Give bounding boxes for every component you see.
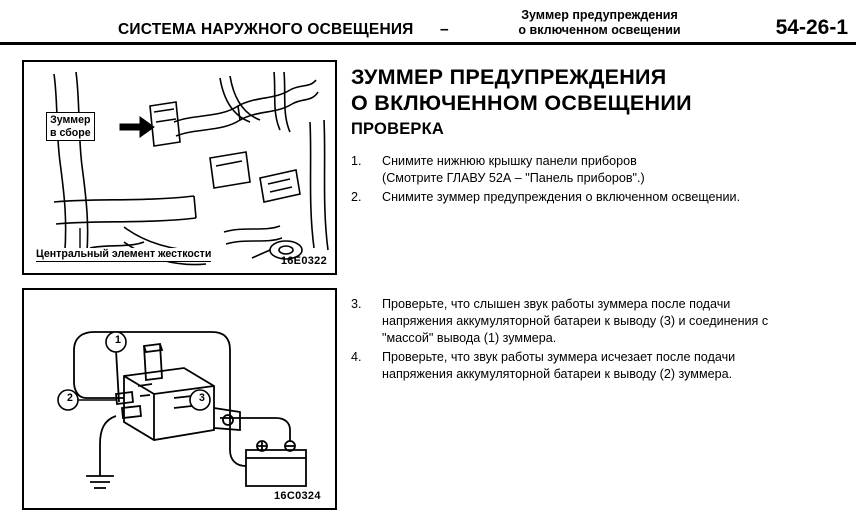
step-number: 1.	[351, 154, 362, 168]
step-text-line: Проверьте, что слышен звук работы зуммера после подачи	[382, 297, 731, 311]
step-text-line: (Смотрите ГЛАВУ 52А – "Панель приборов".)	[382, 171, 645, 185]
header-subject-line2: о включенном освещении	[518, 23, 681, 37]
buzzer-pointer-arrow	[120, 117, 154, 137]
figure-1-code: 16E0322	[280, 255, 327, 267]
step-text-line: Снимите зуммер предупреждения о включенном освещении.	[382, 190, 741, 204]
step-text-line: Проверьте, что звук работы зуммера исчезает после подачи	[382, 350, 736, 364]
figure-buzzer-test-circuit	[22, 288, 337, 510]
step-number: 3.	[351, 297, 362, 311]
step-text	[382, 296, 768, 347]
page-number: 54-26-1	[775, 16, 848, 39]
step-number: 4.	[351, 350, 362, 364]
step-text	[382, 349, 735, 383]
label-buzzer-line1: Зуммер	[50, 114, 91, 126]
section-subtitle: ПРОВЕРКА	[351, 120, 444, 138]
page-title	[351, 64, 851, 116]
step-text	[382, 153, 645, 187]
page-title-line2: О ВКЛЮЧЕННОМ ОСВЕЩЕНИИ	[351, 91, 692, 115]
steps-lower	[351, 296, 851, 385]
page-header	[0, 0, 856, 54]
figure-2-code: 16C0324	[274, 490, 321, 502]
header-subject-line1: Зуммер предупреждения	[521, 8, 678, 22]
step-text-line: "массой" вывода (1) зуммера.	[382, 331, 557, 345]
terminal-1-label: 1	[115, 334, 121, 346]
step-text-line: напряжения аккумуляторной батареи к выводу (2) зуммера.	[382, 367, 733, 381]
content-column	[351, 64, 851, 381]
label-center-crossmember: Центральный элемент жесткости	[36, 248, 212, 260]
terminal-3-label: 3	[199, 392, 205, 404]
label-buzzer-line2: в сборе	[50, 126, 91, 139]
terminal-2-label: 2	[67, 392, 73, 404]
page-title-line1: ЗУММЕР ПРЕДУПРЕЖДЕНИЯ	[351, 65, 667, 89]
step-text-line: напряжения аккумуляторной батареи к выводу (3) и соединения с	[382, 314, 769, 328]
header-section-title: СИСТЕМА НАРУЖНОГО ОСВЕЩЕНИЯ	[118, 21, 414, 38]
list-item	[351, 153, 851, 187]
header-divider	[0, 42, 856, 45]
terminal-callouts	[58, 332, 210, 410]
step-number: 2.	[351, 190, 362, 204]
header-subject	[472, 8, 727, 38]
step-text	[382, 189, 740, 206]
list-item	[351, 296, 851, 347]
list-item	[351, 189, 851, 206]
header-dash: –	[440, 21, 449, 38]
list-item	[351, 349, 851, 383]
steps-upper	[351, 153, 851, 206]
figure-1-drawing	[24, 62, 335, 273]
label-buzzer-assembly	[46, 112, 95, 141]
step-text-line: Снимите нижнюю крышку панели приборов	[382, 154, 637, 168]
figure-buzzer-location	[22, 60, 337, 275]
